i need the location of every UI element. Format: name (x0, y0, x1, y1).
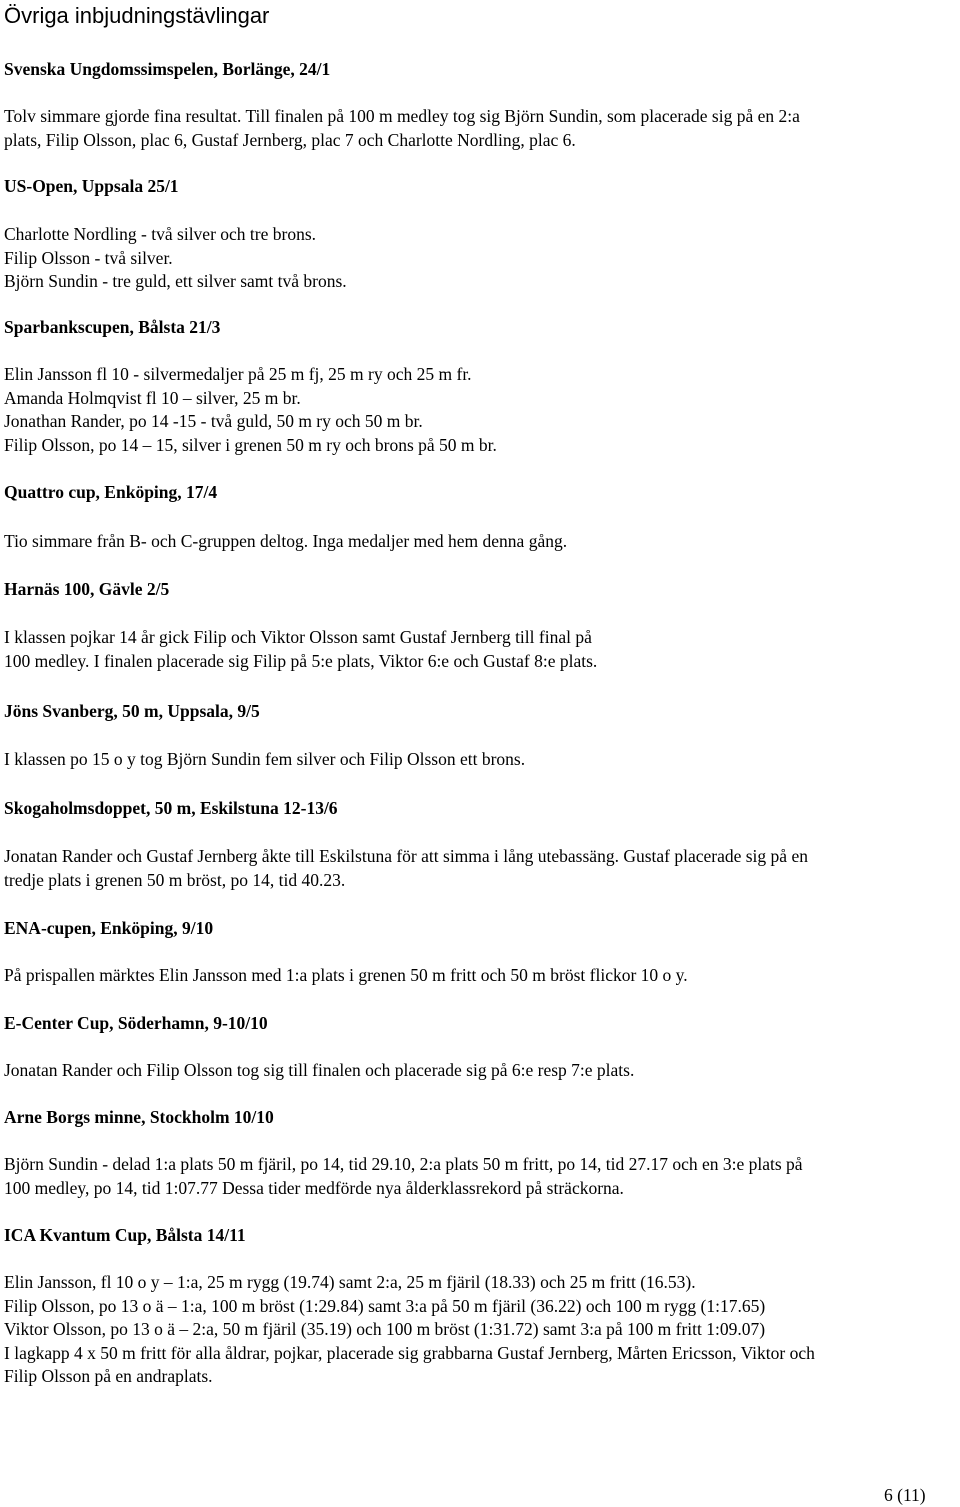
body-line: Filip Olsson, po 13 o ä – 1:a, 100 m bröst (1:29.84) samt 3:a på 50 m fjäril (36.22) och 100 m rygg (1:17.65) (4, 1295, 766, 1316)
body-line: Charlotte Nordling - två silver och tre brons. (4, 224, 317, 244)
section-body-ena-cupen (4, 964, 956, 988)
body-line: plats, Filip Olsson, plac 6, Gustaf Jernberg, plac 7 och Charlotte Nordling, plac 6. (4, 129, 576, 150)
body-line: Björn Sundin - tre guld, ett silver samt två brons. (4, 271, 347, 291)
body-line: Viktor Olsson, po 13 o ä – 2:a, 50 m fjäril (35.19) och 100 m bröst (1:31.72) samt 3:a på 100 m fritt 1:09.07) (4, 1319, 766, 1339)
section-title-sparbankscupen: Sparbankscupen, Bålsta 21/3 (4, 317, 221, 337)
body-line: Jonatan Rander och Gustaf Jernberg åkte till Eskilstuna för att simma i lång utebassäng. Gustaf placerade sig på en (4, 846, 808, 866)
body-line: På prispallen märktes Elin Jansson med 1:a plats i grenen 50 m fritt och 50 m bröst flickor 10 o y. (4, 965, 688, 985)
body-line: tredje plats i grenen 50 m bröst, po 14, tid 40.23. (4, 869, 346, 890)
body-line: Amanda Holmqvist fl 10 – silver, 25 m br. (4, 387, 301, 408)
section-title-us-open: US-Open, Uppsala 25/1 (4, 176, 179, 196)
section-body-us-open (4, 223, 956, 294)
section-title-harnas-100: Harnäs 100, Gävle 2/5 (4, 579, 170, 599)
body-line: I lagkapp 4 x 50 m fritt för alla åldrar, pojkar, placerade sig grabbarna Gustaf Jernberg, Mårten Ericsson, Viktor och (4, 1342, 815, 1363)
body-line: Tio simmare från B- och C-gruppen deltog. Inga medaljer med hem denna gång. (4, 531, 568, 551)
body-line: 100 medley, po 14, tid 1:07.77 Dessa tider medförde nya ålderklassrekord på sträckorna. (4, 1177, 624, 1198)
section-body-svenska-ungdomssimspelen (4, 105, 956, 152)
body-line: I klassen po 15 o y tog Björn Sundin fem silver och Filip Olsson ett brons. (4, 749, 526, 769)
body-line: Jonathan Rander, po 14 -15 - två guld, 50 m ry och 50 m br. (4, 411, 423, 431)
section-body-skogaholmsdoppet (4, 845, 956, 892)
body-line: Filip Olsson - två silver. (4, 247, 173, 268)
body-line: 100 medley. I finalen placerade sig Filip på 5:e plats, Viktor 6:e och Gustaf 8:e plats. (4, 650, 598, 671)
body-line: I klassen pojkar 14 år gick Filip och Viktor Olsson samt Gustaf Jernberg till final på (4, 627, 592, 647)
section-title-jons-svanberg: Jöns Svanberg, 50 m, Uppsala, 9/5 (4, 701, 260, 721)
section-body-harnas-100 (4, 626, 956, 673)
section-title-arne-borgs-minne: Arne Borgs minne, Stockholm 10/10 (4, 1107, 274, 1127)
page-number: 6 (11) (884, 1485, 926, 1505)
section-title-e-center-cup: E-Center Cup, Söderhamn, 9-10/10 (4, 1013, 268, 1033)
section-body-arne-borgs-minne (4, 1153, 956, 1200)
body-line: Tolv simmare gjorde fina resultat. Till finalen på 100 m medley tog sig Björn Sundin, som placerade sig på en 2:a (4, 106, 800, 126)
body-line: Björn Sundin - delad 1:a plats 50 m fjäril, po 14, tid 29.10, 2:a plats 50 m fritt, po 14, tid 27.17 och en 3:e plats på (4, 1154, 803, 1174)
section-body-sparbankscupen (4, 363, 956, 457)
section-title-svenska-ungdomssimspelen: Svenska Ungdomssimspelen, Borlänge, 24/1 (4, 59, 331, 79)
body-line: Filip Olsson på en andraplats. (4, 1366, 213, 1386)
body-line: Elin Jansson, fl 10 o y – 1:a, 25 m rygg (19.74) samt 2:a, 25 m fjäril (18.33) och 25 m fritt (16.53). (4, 1272, 696, 1292)
section-body-ica-kvantum-cup (4, 1271, 956, 1389)
body-line: Jonatan Rander och Filip Olsson tog sig till finalen och placerade sig på 6:e resp 7:e plats. (4, 1060, 635, 1080)
section-body-jons-svanberg (4, 748, 956, 772)
section-title-ena-cupen: ENA-cupen, Enköping, 9/10 (4, 918, 214, 938)
section-title-quattro-cup: Quattro cup, Enköping, 17/4 (4, 482, 218, 502)
section-title-skogaholmsdoppet: Skogaholmsdoppet, 50 m, Eskilstuna 12-13/6 (4, 798, 338, 818)
section-body-e-center-cup (4, 1059, 956, 1083)
body-line: Filip Olsson, po 14 – 15, silver i grenen 50 m ry och brons på 50 m br. (4, 434, 497, 455)
section-body-quattro-cup (4, 530, 956, 554)
body-line: Elin Jansson fl 10 - silvermedaljer på 25 m fj, 25 m ry och 25 m fr. (4, 364, 472, 384)
page-title: Övriga inbjudningstävlingar (4, 3, 270, 28)
section-title-ica-kvantum-cup: ICA Kvantum Cup, Bålsta 14/11 (4, 1225, 246, 1245)
